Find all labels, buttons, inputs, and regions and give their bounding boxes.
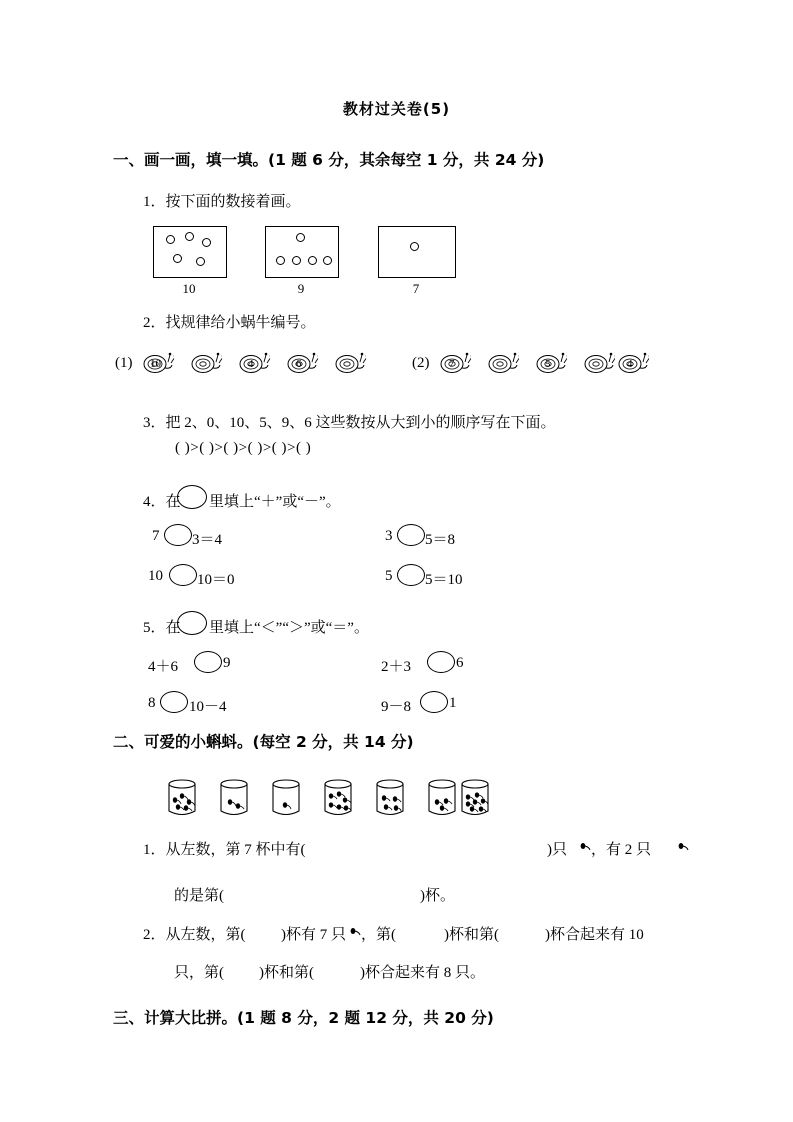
answer-circle — [169, 564, 197, 586]
cup-icon — [373, 778, 407, 820]
dot-box-2-label: 9 — [297, 281, 305, 296]
dot — [292, 256, 301, 265]
question-2-group-2-label: (2) — [412, 355, 430, 371]
question-2-text: 2．找规律给小蜗牛编号。 — [143, 315, 316, 331]
section2-q2-line1-e: )杯合起来有 10 — [545, 927, 644, 943]
question-5-item-3-left: 8 — [148, 695, 156, 711]
section2-q1-line2-a: 的是第( — [174, 888, 224, 904]
question-3-text: 3．把 2、0、10、5、9、6 这些数按从大到小的顺序写在下面。 — [143, 415, 556, 431]
snail-icon — [581, 348, 615, 374]
section2-q2-line1-c: ，第( — [361, 927, 396, 943]
question-5-item-4-left: 9－8 — [381, 699, 412, 715]
question-5-item-1-right: 9 — [223, 655, 231, 671]
section2-q2-line2-c: )杯合起来有 8 只。 — [360, 965, 485, 981]
question-5-item-2-left: 2＋3 — [381, 659, 412, 675]
cup-icon — [269, 778, 303, 820]
dot-box-1 — [153, 226, 227, 278]
question-3-blanks: ( )>( )>( )>( )>( )>( ) — [175, 440, 312, 456]
section2-q2-line1-a: 2．从左数，第( — [143, 927, 246, 943]
dot — [276, 256, 285, 265]
snail-number: 6 — [296, 358, 302, 370]
answer-circle — [164, 524, 192, 546]
question-1-text: 1．按下面的数接着画。 — [143, 194, 301, 210]
dot-box-1-label: 10 — [182, 281, 196, 296]
question-5-text-a: 5．在 — [143, 620, 181, 636]
dot — [202, 238, 211, 247]
answer-circle — [177, 485, 207, 509]
page-title: 教材过关卷(5) — [342, 100, 451, 118]
section2-q2-line2-b: )杯和第( — [259, 965, 314, 981]
cup-icon — [458, 778, 492, 820]
question-4-text-b: 里填上“＋”或“－”。 — [209, 494, 341, 510]
dot — [410, 242, 419, 251]
snail-number: 5 — [545, 358, 551, 370]
question-4-item-2-right: 5＝8 — [425, 532, 456, 548]
answer-circle — [194, 651, 222, 673]
question-5-item-2-right: 6 — [456, 655, 464, 671]
section2-q2-line1-b: )杯有 7 只 — [281, 927, 346, 943]
question-4-item-2-left: 3 — [385, 528, 393, 544]
dot-box-3-label: 7 — [412, 281, 420, 296]
answer-circle — [427, 651, 455, 673]
snail-icon — [188, 348, 222, 374]
tadpole-icon — [677, 838, 690, 854]
section2-q1-line1-a: 1．从左数，第 7 杯中有( — [143, 842, 306, 858]
dot-box-3 — [378, 226, 456, 278]
cup-icon — [425, 778, 459, 820]
question-4-item-4-right: 5＝10 — [425, 572, 463, 588]
cup-icon — [165, 778, 199, 820]
section2-q2-line2-a: 只，第( — [174, 965, 224, 981]
question-5-text-b: 里填上“＜”“＞”或“＝”。 — [209, 620, 369, 636]
cup-icon — [217, 778, 251, 820]
section-heading-3: 三、计算大比拼。(1 题 8 分，2 题 12 分，共 20 分) — [113, 1009, 494, 1027]
dot — [166, 235, 175, 244]
question-5-item-4-right: 1 — [449, 695, 457, 711]
snail-icon — [332, 348, 366, 374]
snail-number: 7 — [449, 358, 455, 370]
section-heading-1: 一、画一画，填一填。(1 题 6 分，其余每空 1 分，共 24 分) — [113, 151, 545, 169]
snail-number: 4 — [248, 358, 254, 370]
question-4-item-3-right: 10＝0 — [197, 572, 235, 588]
question-5-item-1-left: 4＋6 — [148, 659, 179, 675]
dot — [308, 256, 317, 265]
answer-circle — [177, 611, 207, 635]
answer-circle — [397, 524, 425, 546]
snail-number: 4 — [627, 358, 633, 370]
answer-circle — [420, 691, 448, 713]
section-heading-2: 二、可爱的小蝌蚪。(每空 2 分，共 14 分) — [113, 733, 414, 751]
dot — [185, 232, 194, 241]
question-2-group-1-label: (1) — [115, 355, 133, 371]
answer-circle — [160, 691, 188, 713]
answer-circle — [397, 564, 425, 586]
question-4-item-4-left: 5 — [385, 568, 393, 584]
dot — [296, 233, 305, 242]
section2-q1-line1-b: )只 — [547, 842, 567, 858]
dot — [323, 256, 332, 265]
question-4-item-1-right: 3＝4 — [192, 532, 223, 548]
snail-icon — [485, 348, 519, 374]
question-4-text-a: 4．在 — [143, 494, 181, 510]
section2-q1-line2-b: )杯。 — [420, 888, 455, 904]
dot-box-2 — [265, 226, 339, 278]
snail-number: 10 — [150, 358, 161, 370]
dot — [173, 254, 182, 263]
question-4-item-1-left: 7 — [152, 528, 160, 544]
section2-q1-line1-c: ，有 2 只 — [591, 842, 652, 858]
cup-icon — [321, 778, 355, 820]
question-4-item-3-left: 10 — [148, 568, 163, 584]
section2-q2-line1-d: )杯和第( — [444, 927, 499, 943]
dot — [196, 257, 205, 266]
question-5-item-3-right: 10－4 — [189, 699, 227, 715]
